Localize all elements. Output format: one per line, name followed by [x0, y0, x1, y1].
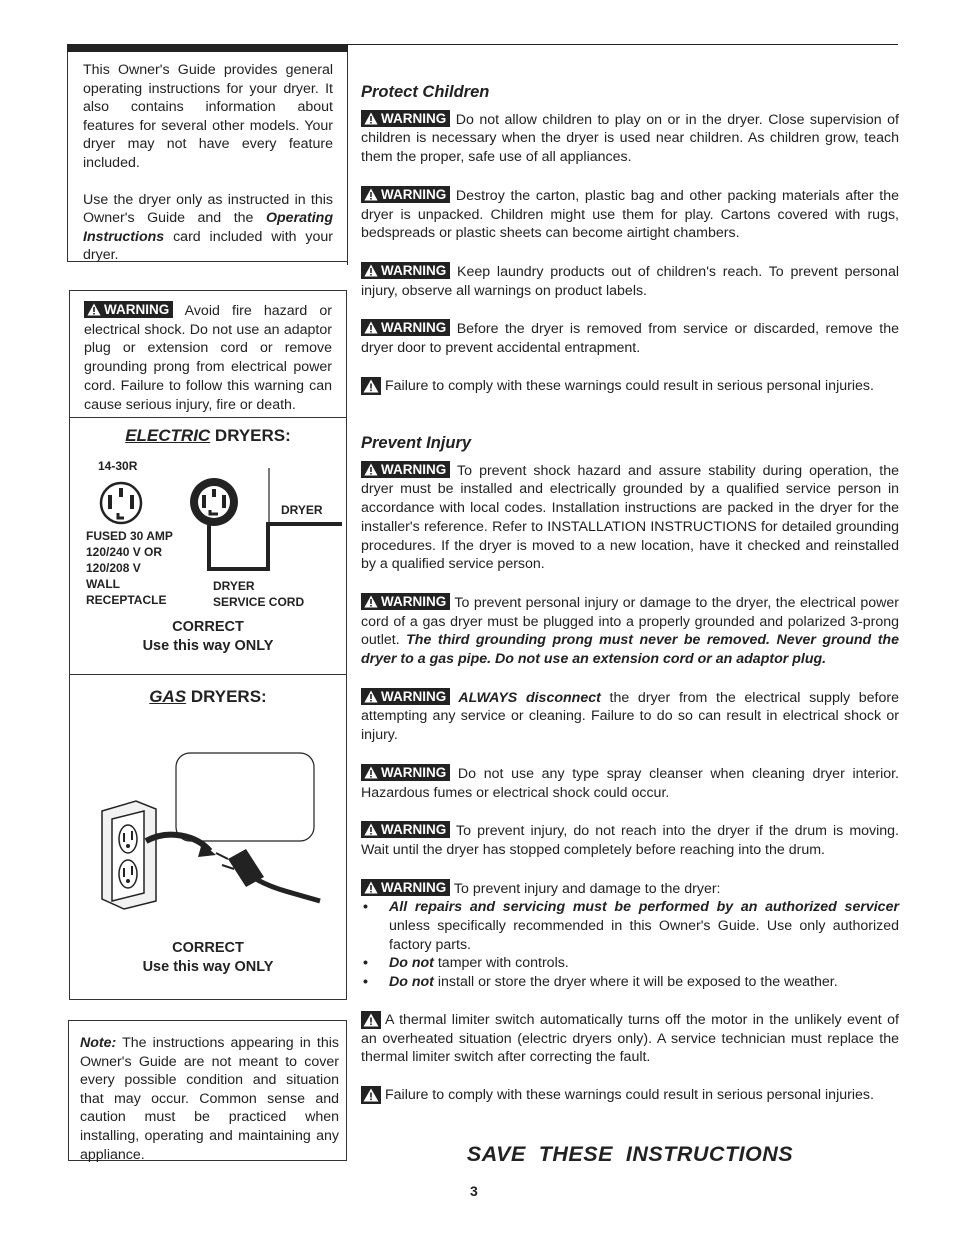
list-item: • All repairs and servicing must be performed by an authorized servicer unless specifically recommended in this Owner's Guide. Use only authorized factory parts.	[361, 898, 899, 954]
electric-correct: CORRECT Use this way ONLY	[142, 619, 274, 654]
warning-triangle-icon	[364, 463, 378, 476]
note-text: The instructions appearing in this Owner's Guide are not meant to cover every possible condition and situation that may occur. Common sense and caution must be practiced when installing, operating and maintaining any appliance.	[80, 1035, 339, 1163]
warning-badge: WARNING	[361, 110, 450, 127]
prevent-failure-note: Failure to comply with these warnings could result in serious personal injuries.	[361, 1086, 899, 1105]
note-label: Note:	[80, 1035, 117, 1051]
prevent-warning-3: WARNING ALWAYS disconnect the dryer from the electrical supply before attempting any service or cleaning. Failure to do so can result in electrical shock or injury.	[361, 688, 899, 744]
prevent-warning-6: WARNING To prevent injury and damage to the dryer: • All repairs and servicing must be performed by an authorized servicer unless specifically recommended in this Owner's Guide. Use only authorized factory parts. • Do not tamper with controls. • Do not install or store the dryer where it will be exposed to the weather.	[361, 879, 899, 992]
protect-warning-2: WARNING Destroy the carton, plastic bag and other packing materials after the dryer is unpacked. Children might use them for play. Cartons covered with rugs, bedspreads or plastic sheets can become airtight chambers.	[361, 186, 899, 242]
receptacle-code: 14-30R	[98, 459, 138, 473]
protect-warning-3: WARNING Keep laundry products out of children's reach. To prevent personal injury, observe all warnings on product labels.	[361, 262, 899, 299]
prevent-warning-1: WARNING To prevent shock hazard and assure stability during operation, the dryer must be installed and electrically grounded by a qualified service person in accordance with local codes. Installation instructions are packed in the dryer for the installer's reference. Refer to INSTALLATION INSTRUCTIONS for detailed grounding procedures. If the dryer is moved to a new location, have it checked and reinstalled by a qualified service person.	[361, 461, 899, 573]
protect-warning-4: WARNING Before the dryer is removed from service or discarded, remove the dryer door to prevent accidental entrapment.	[361, 320, 899, 357]
warning-badge: WARNING	[361, 319, 450, 336]
warning-badge: WARNING	[361, 688, 450, 705]
list-item: • Do not install or store the dryer where it will be exposed to the weather.	[361, 973, 899, 992]
warning-badge: WARNING	[361, 461, 450, 478]
protect-warning-1: WARNING Do not allow children to play on or in the dryer. Close supervision of children is necessary when the dryer is used near children. As children grow, teach them the proper, safe use of all appliances.	[361, 110, 899, 166]
gas-dryers-section	[70, 674, 346, 991]
prevent-injury-heading: Prevent Injury	[361, 434, 472, 452]
dryer-label: DRYER	[281, 503, 323, 517]
intro-paragraph-1: This Owner's Guide provides general operating instructions for your dryer. It also contains information about features for several other models. Your dryer may not have every feature included.	[83, 62, 333, 171]
warning-badge: WARNING	[84, 301, 173, 318]
protect-children-section	[361, 83, 899, 414]
warning-triangle-icon	[361, 1086, 381, 1104]
warning-triangle-icon	[364, 264, 378, 277]
fire-warning-text: Avoid fire hazard or electrical shock. Do not use an adaptor plug or extension cord or remove grounding prong from electrical power cord. Failure to follow this warning can cause serious injury, fire or death.	[84, 303, 332, 413]
grounding-warning-box	[69, 290, 347, 1000]
warning-badge: WARNING	[361, 764, 450, 781]
warning-badge: WARNING	[361, 879, 450, 896]
prevent-warning-2: WARNING To prevent personal injury or damage to the dryer, the electrical power cord of a gas dryer must be plugged into a properly grounded and polarized 3-prong outlet. The third grounding prong must never be removed. Never ground the dryer to a gas pipe. Do not use an extension cord or an adaptor plug.	[361, 593, 899, 668]
prevent-bullet-list	[361, 898, 899, 992]
warning-badge: WARNING	[361, 186, 450, 203]
header-rule	[348, 44, 898, 45]
thermal-limiter-note: A thermal limiter switch automatically turns off the motor in the unlikely event of an overheated situation (electric dryers only). A service technician must replace the thermal limiter switch after correcting the fault.	[361, 1011, 899, 1066]
prevent-injury-section	[361, 434, 899, 1124]
warning-triangle-icon	[364, 881, 378, 894]
protect-children-heading: Protect Children	[361, 83, 490, 101]
prevent-warning-5: WARNING To prevent injury, do not reach into the dryer if the drum is moving. Wait until the dryer has stopped completely before reaching into the drum.	[361, 822, 899, 858]
receptacle-description: FUSED 30 AMP 120/240 V OR 120/208 V WALL RECEPTACLE	[86, 529, 173, 607]
fire-warning	[70, 291, 346, 417]
protect-failure-note: Failure to comply with these warnings could result in serious personal injuries.	[361, 377, 899, 396]
warning-badge: WARNING	[361, 593, 450, 610]
electric-heading: ELECTRIC DRYERS:	[125, 426, 291, 445]
header-bar	[67, 44, 348, 52]
warning-triangle-icon	[364, 321, 378, 334]
warning-badge: WARNING	[361, 262, 450, 279]
save-instructions-title: SAVE THESE INSTRUCTIONS	[466, 1142, 794, 1166]
page-number: 3	[470, 1183, 478, 1199]
gas-heading: GAS DRYERS:	[149, 687, 267, 706]
warning-triangle-icon	[364, 766, 378, 779]
electric-dryers-section	[70, 417, 346, 674]
warning-triangle-icon	[364, 188, 378, 201]
warning-triangle-icon	[364, 823, 378, 836]
warning-triangle-icon	[364, 595, 378, 608]
receptacle-14-30r-icon	[98, 480, 144, 526]
warning-triangle-icon	[361, 377, 381, 395]
intro-box	[67, 52, 348, 262]
warning-triangle-icon	[364, 112, 378, 125]
gas-outlet-plug-illustration	[98, 751, 323, 911]
warning-triangle-icon	[364, 690, 378, 703]
note-box	[68, 1020, 347, 1161]
list-item: • Do not tamper with controls.	[361, 954, 899, 973]
warning-triangle-icon	[87, 303, 101, 316]
gas-correct: CORRECT Use this way ONLY	[142, 940, 274, 975]
intro-paragraph-2: Use the dryer only as instructed in this Owner's Guide and the Operating Instructions card included with your dryer.	[83, 191, 333, 264]
warning-badge: WARNING	[361, 821, 450, 838]
warning-triangle-icon	[361, 1011, 381, 1029]
dryer-cord-diagram	[200, 466, 342, 576]
prevent-warning-4: WARNING Do not use any type spray cleanser when cleaning dryer interior. Hazardous fumes or electrical shock could occur.	[361, 764, 899, 801]
service-cord-label: DRYER SERVICE CORD	[213, 579, 305, 609]
